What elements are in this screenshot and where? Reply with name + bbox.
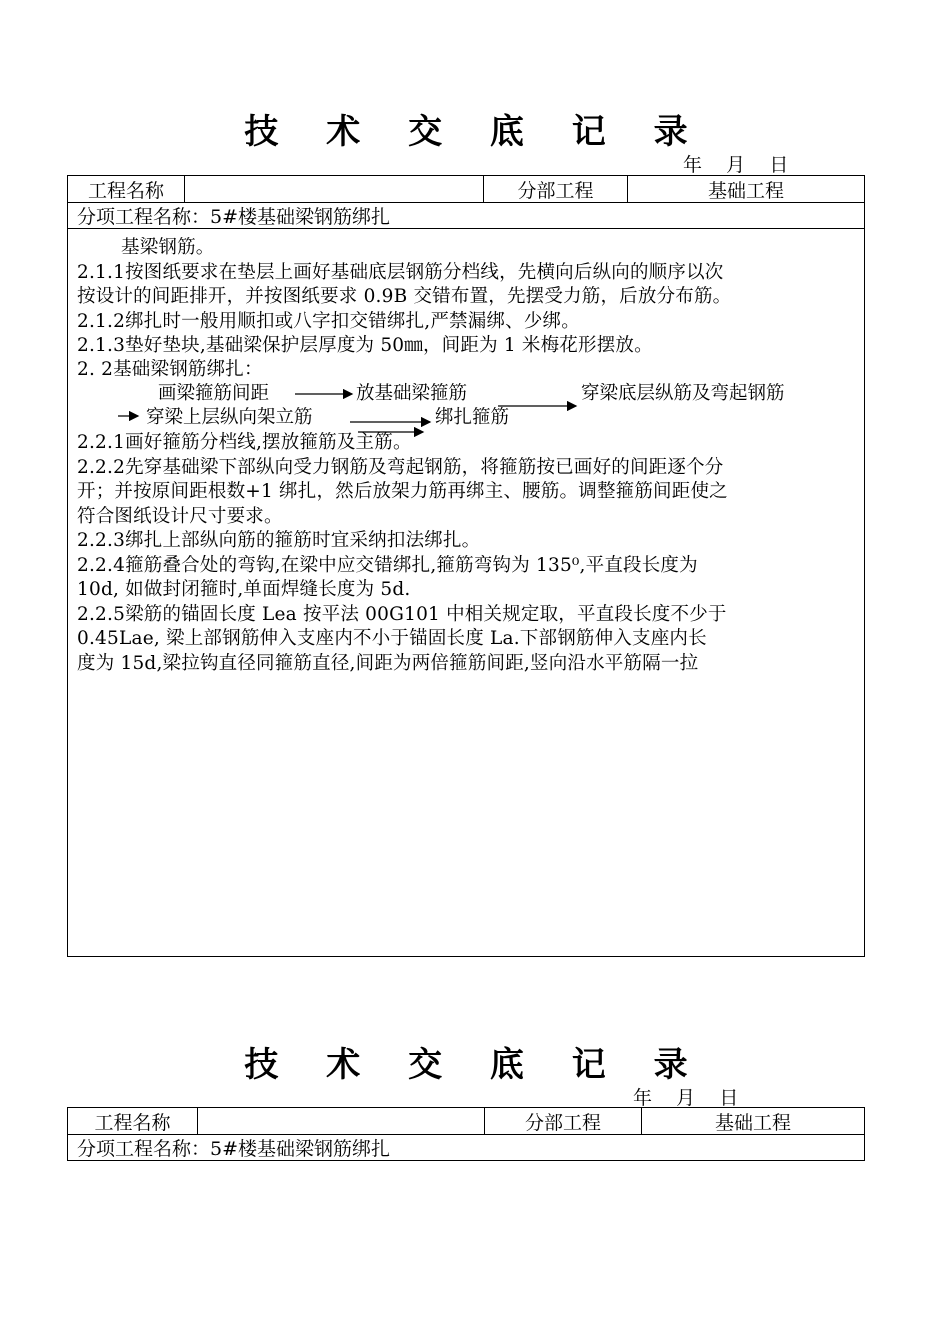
flow-step: 穿梁底层纵筋及弯起钢筋 [581, 383, 785, 404]
body-line: 2.2.5梁筋的锚固长度 Lea 按平法 00G101 中相关规定取，平直段长度不少于 [77, 604, 727, 625]
flow-step: 穿梁上层纵向架立筋 [146, 407, 313, 428]
body-line: 按设计的间距排开，并按图纸要求 0.9B 交错布置，先摆受力筋，后放分布筋。 [77, 286, 732, 307]
body-line: 2.1.3垫好垫块,基础梁保护层厚度为 50㎜，间距为 1 米梅花形摆放。 [77, 335, 653, 356]
record-2-table [67, 1107, 865, 1161]
header-row [68, 176, 864, 203]
body-line: 2. 2基础梁钢筋绑扎： [77, 359, 263, 380]
header-row [68, 1108, 864, 1135]
record-1-table [67, 175, 865, 957]
content-row [68, 229, 864, 956]
division-value: 基础工程 [707, 179, 784, 202]
record-2-date: 年 月 日 [633, 1087, 739, 1109]
body-line: 2.2.3绑扎上部纵向筋的箍筋时宜采纳扣法绑扎。 [77, 530, 481, 551]
body-line: 2.2.2先穿基础梁下部纵向受力钢筋及弯起钢筋，将箍筋按已画好的间距逐个分 [77, 457, 724, 478]
flow-step: 画梁箍筋间距 [158, 383, 270, 404]
body-line: 0.45Lae, 梁上部钢筋伸入支座内不小于锚固长度 La.下部钢筋伸入支座内长 [77, 628, 707, 649]
division-label: 分部工程 [517, 179, 594, 202]
body-line: 10d, 如做封闭箍时,单面焊缝长度为 5d. [77, 579, 411, 600]
body-line: 开；并按原间距根数+1 绑扎，然后放架力筋再绑主、腰筋。调整箍筋间距使之 [77, 481, 728, 502]
body-line: 度为 15d,梁拉钩直径同箍筋直径,间距为两倍箍筋间距,竖向沿水平筋隔一拉 [77, 653, 699, 674]
subitem-name: 分项工程名称：5#楼基础梁钢筋绑扎 [77, 206, 391, 228]
body-line: 2.2.4箍筋叠合处的弯钩,在梁中应交错绑扎,箍筋弯钩为 135⁰,平直段长度为 [77, 555, 698, 576]
division-label: 分部工程 [524, 1111, 601, 1134]
project-name-label: 工程名称 [87, 179, 164, 202]
record-2-title: 技 术 交 底 记 录 [244, 1045, 706, 1085]
flow-step: 放基础梁箍筋 [356, 383, 468, 404]
record-1-date: 年 月 日 [683, 154, 789, 176]
project-name-label: 工程名称 [94, 1111, 171, 1134]
division-value: 基础工程 [714, 1111, 791, 1134]
subitem-name: 分项工程名称：5#楼基础梁钢筋绑扎 [77, 1138, 391, 1160]
body-line: 2.1.2绑扎时一般用顺扣或八字扣交错绑扎,严禁漏绑、少绑。 [77, 311, 580, 332]
body-line: 基梁钢筋。 [121, 237, 215, 258]
body-line: 2.1.1按图纸要求在垫层上画好基础底层钢筋分档线，先横向后纵向的顺序以次 [77, 262, 724, 283]
subitem-row [68, 1135, 864, 1160]
body-line: 符合图纸设计尺寸要求。 [77, 506, 283, 527]
flow-step: 绑扎箍筋 [435, 407, 510, 428]
body-line: 2.2.1画好箍筋分档线,摆放箍筋及主筋。 [77, 432, 412, 453]
subitem-row [68, 203, 864, 229]
record-1-title: 技 术 交 底 记 录 [244, 112, 706, 152]
